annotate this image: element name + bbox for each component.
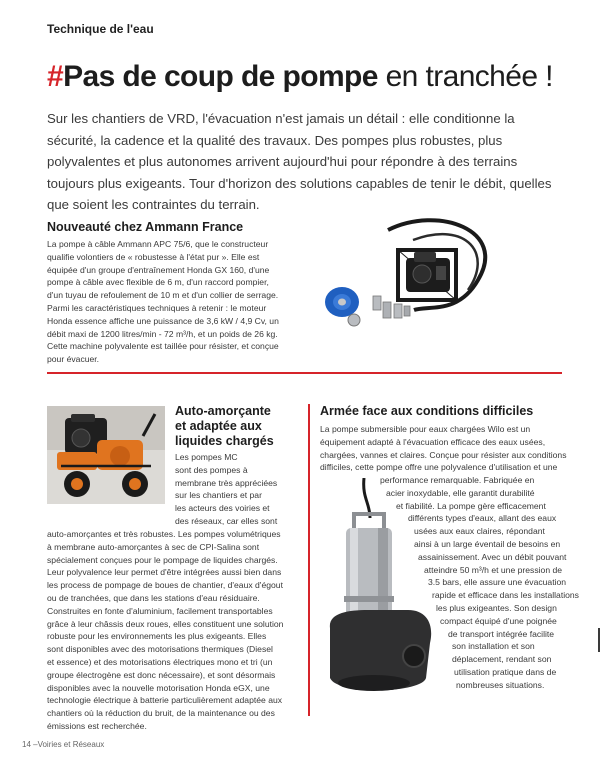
wilo-line: acier inoxydable, elle garantit durabilité xyxy=(386,487,535,498)
mc-title-line: liquides chargés xyxy=(175,434,274,448)
mc-line: sont des pompes à xyxy=(175,464,248,475)
mc-line: à membrane auto-amorçantes à sec de CPI-Salina sont xyxy=(47,541,260,552)
mc-line: sur les chantiers et par xyxy=(175,490,262,501)
mc-line: membrane très appréciées xyxy=(175,477,278,488)
mc-line: les acteurs des voiries et xyxy=(175,503,270,514)
ammann-line: pompe à câble avec flexible de 6 m, d'un raccord pompier, xyxy=(47,277,269,288)
mc-line: Les pompes MC xyxy=(175,452,238,462)
mc-line: Construites en fonte d'aluminium, facilement transportables xyxy=(47,605,273,616)
wilo-line: et fiabilité. La pompe gère efficacement xyxy=(396,500,546,511)
wilo-line: La pompe submersible pour eaux chargées Wilo est un xyxy=(320,424,531,434)
ammann-line: qualifie volontiers de « robustesse à l'état pur ». Elle est xyxy=(47,251,260,262)
wilo-line: atteindre 50 m³/h et une pression de xyxy=(424,564,563,575)
page-folio: 14 –Voiries et Réseaux xyxy=(22,740,105,749)
mc-line: spécialement conçues pour le pompage de liquides chargés. xyxy=(47,554,278,565)
wilo-body-full xyxy=(320,423,580,474)
ammann-line: La pompe à câble Ammann APC 75/6, que le constructeur xyxy=(47,239,269,249)
wilo-line: nombreuses situations. xyxy=(456,679,545,690)
wilo-line: les plus exigeantes. Son design xyxy=(436,602,557,613)
mc-line: des réseaux, car elles sont xyxy=(175,515,278,526)
ammann-line: Cette machine polyvalente est taillée pour résister, et conçue xyxy=(47,341,279,352)
wilo-line: déplacement, rendant son xyxy=(452,654,552,665)
wilo-line: compact équipé d'une poignée xyxy=(440,615,557,626)
ammann-title: Nouveauté chez Ammann France xyxy=(47,220,244,234)
wilo-line: utilisation pratique dans de xyxy=(454,666,557,677)
mc-line: technologie électrique à batterie particulièrement adaptée aux xyxy=(47,695,283,706)
mc-line: ou de tranchées, que dans les stations d'eau résiduaire. xyxy=(47,592,260,603)
mc-line: et essence) et des motorisations électriques mono et tri (un xyxy=(47,656,273,667)
ammann-line: pour évacuer. xyxy=(47,354,100,365)
wilo-line: ainsi à un large éventail de besoins en xyxy=(414,538,561,549)
mc-line: chantiers où la réduction du bruit, de la maintenance ou des xyxy=(47,708,275,719)
mc-body-full xyxy=(47,528,302,733)
headline-bold: Pas de coup de pompe xyxy=(63,60,378,93)
mc-body-beside xyxy=(175,451,300,528)
mc-line: groupe électrogène est donc nécessaire), et sont désormais xyxy=(47,669,276,680)
mc-line: Leur polyvalence leur permet d'être intégrées aussi bien dans xyxy=(47,567,282,578)
section-divider xyxy=(47,372,562,374)
wilo-line: équipement adapté à l'évacuation efficace des eaux usées, xyxy=(320,436,546,447)
section-tag: Technique de l'eau xyxy=(47,22,154,36)
ammann-line: débit maxi de 1200 litres/min - 72 m³/h, et un poids de 26 kg. xyxy=(47,328,278,339)
mc-line: auto-amorçantes et très robustes. Les pompes volumétriques xyxy=(47,529,281,539)
wilo-line: difficiles, cette pompe offre une polyvalence d'utilisation et une xyxy=(320,462,558,473)
mc-line: robuste pour les environnements les plus exigeants. Elles xyxy=(47,631,267,642)
wilo-line: 3.5 bars, elle assure une évacuation xyxy=(428,577,567,588)
wilo-line: assainissement. Avec un débit pouvant xyxy=(418,551,567,562)
wilo-line: performance remarquable. Fabriquée en xyxy=(380,475,535,485)
wilo-line: chargées, vannes et claires. Conçue pour résister aux conditions xyxy=(320,449,567,460)
mc-line: sont disponibles avec des motorisations thermiques (Diesel xyxy=(47,644,273,655)
mc-line: émissions est recherchée. xyxy=(47,720,147,731)
mc-title-line: Auto-amorçante xyxy=(175,404,271,418)
wilo-title: Armée face aux conditions difficiles xyxy=(320,404,534,418)
ammann-line: équipée d'un groupe d'entraînement Honda GX 160, d'une xyxy=(47,264,270,275)
wilo-line: son installation et son xyxy=(452,641,535,652)
ammann-body xyxy=(47,238,312,366)
mc-pump-photo xyxy=(47,406,165,504)
wilo-line: de transport intégrée facilite xyxy=(448,628,555,639)
ammann-line: Parmi les caractéristiques techniques à retenir : le moteur xyxy=(47,302,267,313)
mc-line: grâce à leur châssis deux roues, elles constituent une solution xyxy=(47,618,284,629)
mc-title xyxy=(175,404,295,449)
ammann-line: d'un tuyau de refoulement de 10 m et d'un collier de serrage. xyxy=(47,290,279,301)
mc-line: disponibles avec la nouvelle motorisation Honda eGX, une xyxy=(47,682,270,693)
wilo-line: rapide et efficace dans les installations xyxy=(432,590,579,601)
wilo-line: différents types d'eaux, allant des eaux xyxy=(408,513,557,524)
intro-paragraph: Sur les chantiers de VRD, l'évacuation n'est jamais un détail : elle conditionne la sécurité, la cadence et la qualité des travaux. Des pompes plus robustes, plus polyvalentes et plus autonomes arrivent aujourd'hui pour répondre à des terrains toujours plus exigeants. Tour d'horizon des solutions capables de tenir le débit, quelles que soient les contraintes du terrain. xyxy=(47,111,552,212)
mc-title-line: et adaptée aux xyxy=(175,419,262,433)
wilo-body-wrap xyxy=(380,474,580,692)
ammann-line: Honda essence affiche une puissance de 3,6 kW / 4,9 Cv, un xyxy=(47,315,279,326)
headline-hash: # xyxy=(47,60,64,93)
page-title xyxy=(47,58,587,96)
column-divider xyxy=(308,404,310,716)
mc-line: les process de pompage de boues de chantier, d'eaux d'égout xyxy=(47,580,283,591)
headline-light: en tranchée ! xyxy=(385,60,553,93)
ammann-pump-photo xyxy=(318,210,496,345)
wilo-line: usées aux eaux claires, répondant xyxy=(414,526,545,537)
